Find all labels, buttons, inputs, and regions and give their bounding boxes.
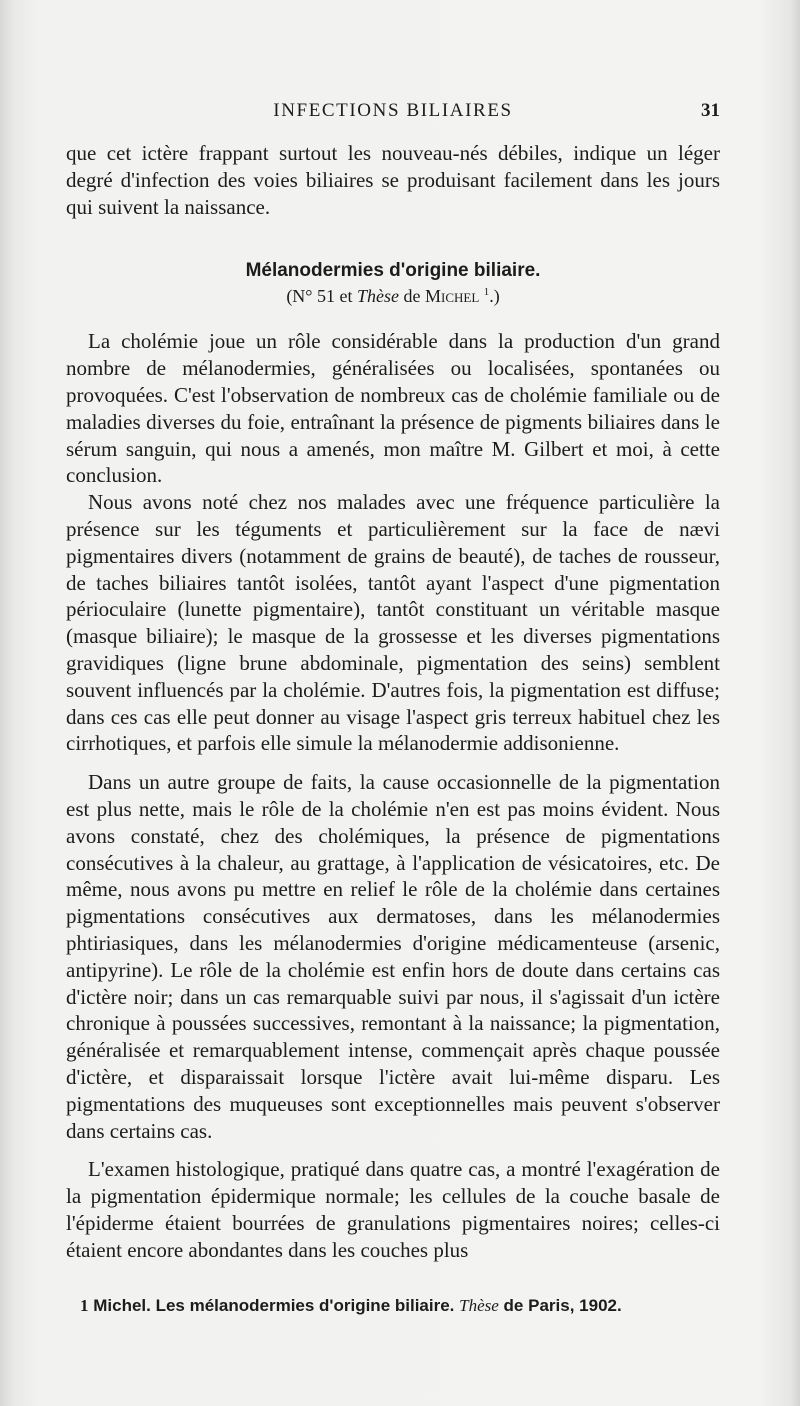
body-text <box>66 140 720 1263</box>
footnote-year: 1902. <box>579 1296 622 1315</box>
footnote-place: de Paris, <box>503 1296 575 1315</box>
footnote <box>80 1295 720 1317</box>
section-ref-prefix: (N° 51 et <box>286 286 353 307</box>
paragraph: L'examen histologique, pratiqué dans quatre cas, a montré l'exagération de la pigmentation épidermique normale; les cellules de la couche basale de l'épiderme étaient bourrées de granulations pigmentaires noires; celles-ci étaient encore abondantes dans les couches plus <box>66 1157 720 1262</box>
running-title: INFECTIONS BILIAIRES <box>273 100 513 121</box>
section-ref-suffix: .) <box>489 286 500 307</box>
paragraph-continuation: que cet ictère frappant surtout les nouveau-nés débiles, indique un léger degré d'infection des voies biliaires se produisant facilement dans les jours qui suivent la naissance. <box>66 141 720 219</box>
footnote-text: Les mélanodermies d'origine biliaire. <box>155 1296 455 1315</box>
paragraph: La cholémie joue un rôle considérable dans la production d'un grand nombre de mélanodermies, généralisées ou localisées, spontanées ou provoquées. C'est l'observation de nombreux cas de cholémie familiale ou de maladies diverses du foie, entraînant la présence de pigments biliaires dans le sérum sanguin, qui nous a amenés, mon maître M. Gilbert et moi, à cette conclusion. <box>66 329 720 488</box>
section-ref-thesis: Thèse <box>357 286 399 307</box>
footnote-marker: 1 <box>483 286 490 299</box>
page-header <box>66 100 720 128</box>
section-reference <box>66 284 720 308</box>
footnote-number: 1 <box>80 1296 89 1315</box>
footnote-thesis: Thèse <box>459 1296 499 1315</box>
page-number: 31 <box>701 100 720 121</box>
paragraph: Nous avons noté chez nos malades avec une fréquence particulière la présence sur les téguments et particulièrement sur la face de nævi pigmentaires divers (notamment de grains de beauté), de taches de rousseur, de taches biliaires tantôt isolées, tantôt ayant l'aspect d'une pigmentation périoculaire (lunette pigmentaire), tantôt constituant un véritable masque (masque biliaire); le masque de la grossesse et les diverses pigmentations gravidiques (ligne brune abdominale, pigmentation des seins) semblent souvent influencés par la cholémie. D'autres fois, la pigmentation est diffuse; dans ces cas elle peut donner au visage l'aspect gris terreux habituel chez les cirrhotiques, et parfois elle simule la mélanodermie addisonienne. <box>66 490 720 756</box>
section-ref-author: Michel <box>425 286 480 307</box>
section-ref-de: de <box>403 286 421 307</box>
section-title: Mélanodermies d'origine biliaire. <box>245 260 541 282</box>
footnote-author: Michel. <box>93 1296 151 1315</box>
paragraph: Dans un autre groupe de faits, la cause occasionnelle de la pigmentation est plus nette, mais le rôle de la cholémie n'en est pas moins évident. Nous avons constaté, chez des cholémiques, la présence de pigmentations consécutives à la chaleur, au grattage, à l'application de vésicatoires, etc. De même, nous avons pu mettre en relief le rôle de la cholémie dans certaines pigmentations consécutives aux dermatoses, dans les mélanodermies phtiriasiques, dans les mélanodermies d'origine médicamenteuse (arsenic, antipyrine). Le rôle de la cholémie est enfin hors de doute dans certains cas d'ictère noir; dans un cas remarquable suivi par nous, il s'agissait d'un ictère chronique à poussées successives, remontant à la naissance; la pigmentation, généralisée et remarquablement intense, commençait après chaque poussée d'ictère, et disparaissait lorsque l'ictère avait lui-même disparu. Les pigmentations des muqueuses sont exceptionnelles mais peuvent s'observer dans certains cas. <box>66 770 720 1143</box>
